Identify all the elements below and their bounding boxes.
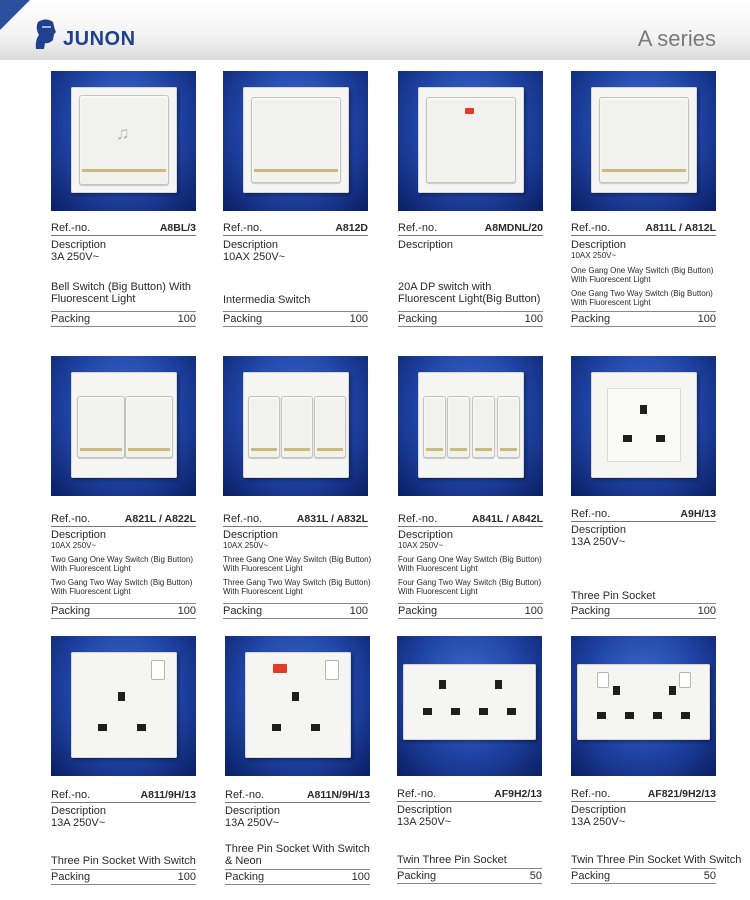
packing-value: 100	[177, 871, 196, 883]
product-photo	[397, 636, 542, 776]
ref-code: AF821/9H2/13	[647, 788, 716, 800]
product-photo	[223, 71, 368, 211]
product-photo	[571, 636, 716, 776]
packing-value: 100	[697, 313, 716, 325]
packing-value: 100	[349, 605, 368, 617]
option-one-way: Three Gang One Way Switch (Big Button) With Fluorescent Light	[223, 555, 372, 573]
packing-label: Packing	[571, 605, 611, 617]
ref-label: Ref.-no.	[223, 513, 263, 525]
packing-value: 100	[524, 313, 543, 325]
packing-value: 100	[177, 605, 196, 617]
packing-label: Packing	[51, 871, 91, 883]
ref-label: Ref.-no.	[51, 222, 91, 234]
description-label: Description	[398, 529, 454, 541]
description-label: Description	[51, 529, 107, 541]
packing-value: 100	[177, 313, 196, 325]
packing-label: Packing	[225, 871, 265, 883]
product-name: 20A DP switch with Fluorescent Light(Big Button)	[398, 281, 541, 305]
rating: 10AX 250V~	[398, 541, 444, 550]
ref-code: A9H/13	[680, 508, 716, 520]
ref-label: Ref.-no.	[397, 788, 437, 800]
description-label: Description	[398, 239, 454, 251]
packing-label: Packing	[51, 605, 91, 617]
neon-indicator	[465, 108, 474, 114]
ref-code: A811/9H/13	[140, 789, 196, 801]
packing-value: 100	[349, 313, 368, 325]
description-label: Description	[225, 805, 281, 817]
option-two-way: Two Gang Two Way Switch (Big Button) With Fluorescent Light	[51, 578, 193, 596]
product-photo	[51, 356, 196, 496]
corner-accent	[0, 0, 30, 30]
option-one-way: Two Gang One Way Switch (Big Button) With Fluorescent Light	[51, 555, 193, 573]
ref-label: Ref.-no.	[51, 513, 91, 525]
rating: 10AX 250V~	[223, 251, 286, 263]
rating: 13A 250V~	[397, 816, 452, 828]
neon-indicator	[273, 664, 287, 673]
rating: 13A 250V~	[571, 816, 626, 828]
description-label: Description	[571, 524, 627, 536]
product-photo	[225, 636, 370, 776]
ref-code: A841L / A842L	[471, 513, 543, 525]
option-one-way: Four Gang One Way Switch (Big Button) With Fluorescent Light	[398, 555, 542, 573]
option-two-way: Four Gang Two Way Switch (Big Button) With Fluorescent Light	[398, 578, 542, 596]
ref-label: Ref.-no.	[398, 222, 438, 234]
description-label: Description	[223, 239, 279, 251]
description-label: Description	[571, 239, 627, 251]
packing-value: 50	[703, 870, 716, 882]
ref-code: A831L / A832L	[296, 513, 368, 525]
ref-label: Ref.-no.	[398, 513, 438, 525]
product-photo	[398, 356, 543, 496]
rating: 13A 250V~	[51, 817, 106, 829]
rating: 3A 250V~	[51, 251, 100, 263]
rating: 10AX 250V~	[51, 541, 97, 550]
ref-code: A8BL/3	[159, 222, 196, 234]
description-label: Description	[571, 804, 627, 816]
description-label: Description	[397, 804, 453, 816]
ref-label: Ref.-no.	[225, 789, 265, 801]
description-label: Description	[223, 529, 279, 541]
description-label: Description	[51, 805, 107, 817]
product-photo	[51, 71, 196, 211]
rating: 13A 250V~	[225, 817, 280, 829]
packing-label: Packing	[571, 870, 611, 882]
option-two-way: One Gang Two Way Switch (Big Button) With Fluorescent Light	[571, 289, 713, 307]
brand-logo-text: JUNON	[63, 28, 136, 50]
ref-label: Ref.-no.	[571, 788, 611, 800]
product-name: Three Pin Socket With Switch & Neon	[225, 843, 370, 867]
bell-icon: ♫	[116, 123, 130, 143]
product-name: Bell Switch (Big Button) With Fluorescent Light	[51, 281, 191, 305]
ref-code: A811L / A812L	[645, 222, 716, 234]
ref-code: A812D	[335, 222, 368, 234]
option-one-way: One Gang One Way Switch (Big Button) With Fluorescent Light	[571, 266, 714, 284]
packing-label: Packing	[398, 605, 438, 617]
ref-code: AF9H2/13	[494, 788, 542, 800]
ref-label: Ref.-no.	[571, 508, 611, 520]
ref-label: Ref.-no.	[223, 222, 263, 234]
product-name: Three Pin Socket With Switch	[51, 855, 196, 867]
page-header	[0, 0, 750, 60]
ref-code: A821L / A822L	[124, 513, 196, 525]
rating: 10AX 250V~	[571, 251, 617, 260]
packing-label: Packing	[223, 313, 263, 325]
product-photo	[51, 636, 196, 776]
option-two-way: Three Gang Two Way Switch (Big Button) With Fluorescent Light	[223, 578, 371, 596]
ref-code: A8MDNL/20	[484, 222, 543, 234]
product-name: Intermedia Switch	[223, 294, 311, 306]
ref-code: A811N/9H/13	[306, 789, 370, 801]
head-logo-icon	[33, 18, 59, 52]
product-name: Twin Three Pin Socket With Switch	[571, 854, 742, 866]
packing-label: Packing	[51, 313, 91, 325]
ref-label: Ref.-no.	[51, 789, 91, 801]
packing-label: Packing	[397, 870, 437, 882]
packing-value: 100	[524, 605, 543, 617]
product-photo	[571, 356, 716, 496]
packing-value: 100	[351, 871, 370, 883]
product-name: Twin Three Pin Socket	[397, 854, 507, 866]
ref-label: Ref.-no.	[571, 222, 611, 234]
packing-label: Packing	[571, 313, 611, 325]
packing-label: Packing	[398, 313, 438, 325]
description-label: Description	[51, 239, 107, 251]
product-photo	[223, 356, 368, 496]
product-photo	[398, 71, 543, 211]
rating: 10AX 250V~	[223, 541, 269, 550]
packing-label: Packing	[223, 605, 263, 617]
packing-value: 100	[697, 605, 716, 617]
packing-value: 50	[529, 870, 542, 882]
rating: 13A 250V~	[571, 536, 626, 548]
series-title: A series	[637, 26, 716, 51]
product-photo	[571, 71, 716, 211]
product-name: Three Pin Socket	[571, 590, 656, 602]
